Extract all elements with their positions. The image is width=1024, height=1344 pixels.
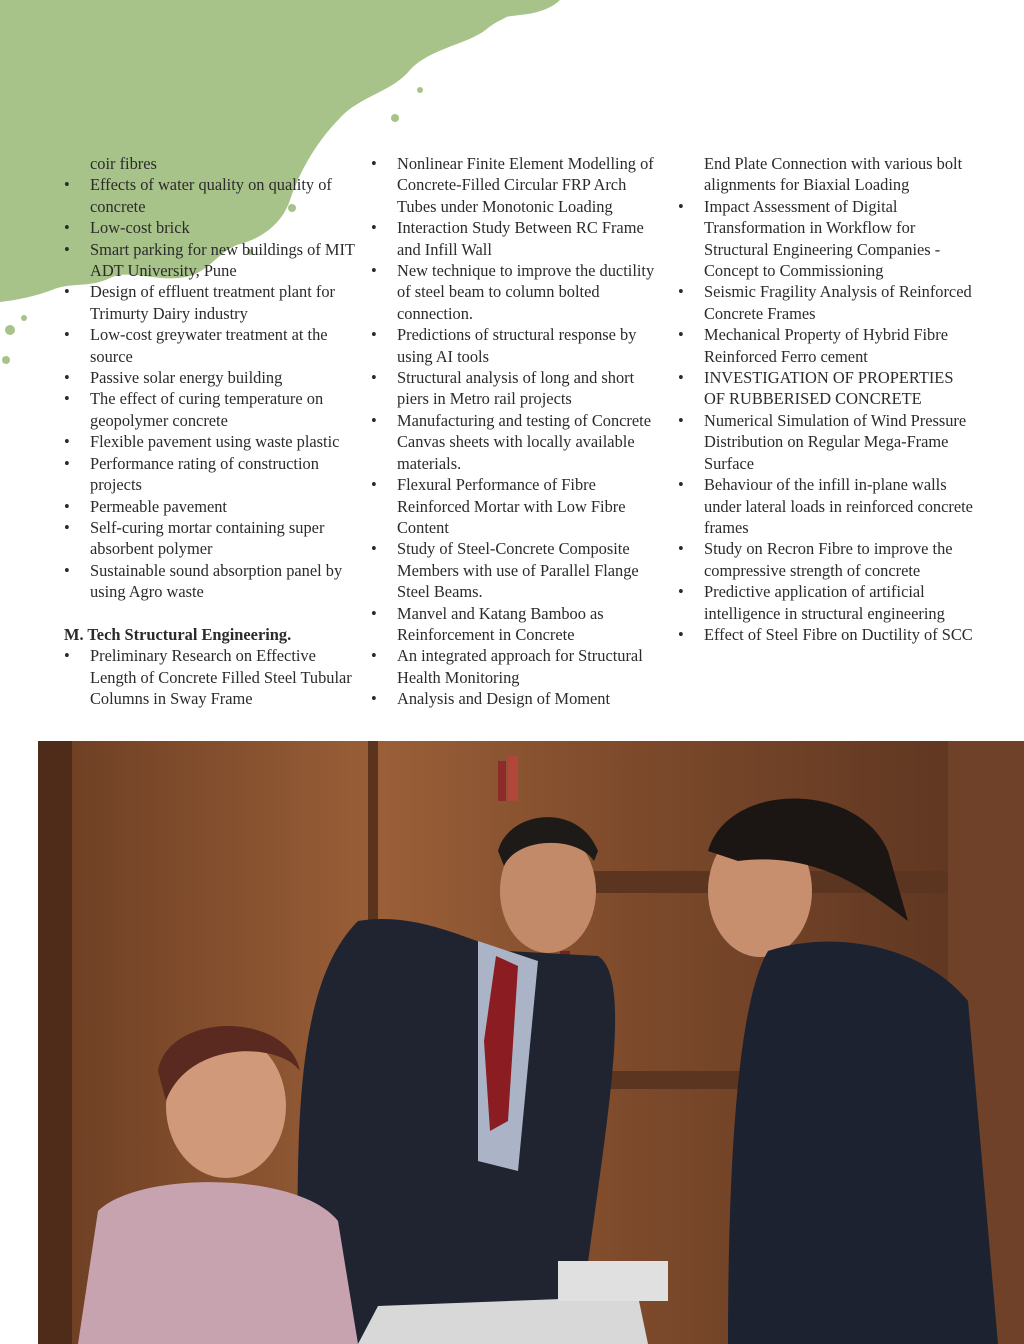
list-item: • Mechanical Property of Hybrid Fibre Reinforced Ferro cement (678, 324, 973, 367)
list-item: • Predictive application of artificial intelligence in structural engineering (678, 581, 973, 624)
list-item: • Impact Assessment of Digital Transformation in Workflow for Structural Engineering Companies - Concept to Commissioning (678, 196, 973, 282)
list-item: • Predictions of structural response by using AI tools (371, 324, 666, 367)
continued-line: coir fibres (90, 154, 157, 173)
spacer (64, 603, 359, 624)
list-item: • Design of effluent treatment plant for Trimurty Dairy industry (64, 281, 359, 324)
list-item: • Behaviour of the infill in-plane walls under lateral loads in reinforced concrete frames (678, 474, 973, 538)
list-item: • Manvel and Katang Bamboo as Reinforcement in Concrete (371, 603, 666, 646)
list-item: • Interaction Study Between RC Frame and Infill Wall (371, 217, 666, 260)
list-item: • Seismic Fragility Analysis of Reinforced Concrete Frames (678, 281, 973, 324)
list-item: • Low-cost greywater treatment at the source (64, 324, 359, 367)
list-item: • Smart parking for new buildings of MIT ADT University, Pune (64, 239, 359, 282)
text-column-1 (64, 153, 359, 710)
list-item: • Performance rating of construction projects (64, 453, 359, 496)
list-item: • The effect of curing temperature on geopolymer concrete (64, 388, 359, 431)
text-column-2 (371, 153, 666, 710)
list-item: • Manufacturing and testing of Concrete Canvas sheets with locally available materials. (371, 410, 666, 474)
section-heading: M. Tech Structural Engineering. (64, 624, 292, 644)
list-item: • Sustainable sound absorption panel by using Agro waste (64, 560, 359, 603)
office-meeting-photo (38, 741, 1024, 1344)
list-item: • Passive solar energy building (64, 367, 359, 388)
list-item: • Effect of Steel Fibre on Ductility of SCC (678, 624, 973, 645)
list-item: • Structural analysis of long and short piers in Metro rail projects (371, 367, 666, 410)
list-item: • Low-cost brick (64, 217, 359, 238)
list-item: • Self-curing mortar containing super absorbent polymer (64, 517, 359, 560)
list-item: • New technique to improve the ductility of steel beam to column bolted connection. (371, 260, 666, 324)
continued-line: End Plate Connection with various bolt alignments for Biaxial Loading (704, 154, 963, 195)
list-item: • Study on Recron Fibre to improve the compressive strength of concrete (678, 538, 973, 581)
text-column-3 (678, 153, 973, 645)
list-item: • Permeable pavement (64, 496, 359, 517)
list-item: • Analysis and Design of Moment (371, 688, 666, 709)
list-item: • Nonlinear Finite Element Modelling of Concrete-Filled Circular FRP Arch Tubes under Monotonic Loading (371, 153, 666, 217)
list-item: • Preliminary Research on Effective Length of Concrete Filled Steel Tubular Columns in Sway Frame (64, 645, 359, 709)
list-item: • Effects of water quality on quality of concrete (64, 174, 359, 217)
list-item: • Flexural Performance of Fibre Reinforced Mortar with Low Fibre Content (371, 474, 666, 538)
list-item: • Flexible pavement using waste plastic (64, 431, 359, 452)
list-item: • Numerical Simulation of Wind Pressure Distribution on Regular Mega-Frame Surface (678, 410, 973, 474)
list-item: • An integrated approach for Structural Health Monitoring (371, 645, 666, 688)
list-item: • Study of Steel-Concrete Composite Members with use of Parallel Flange Steel Beams. (371, 538, 666, 602)
list-item: • INVESTIGATION OF PROPERTIES OF RUBBERISED CONCRETE (678, 367, 973, 410)
